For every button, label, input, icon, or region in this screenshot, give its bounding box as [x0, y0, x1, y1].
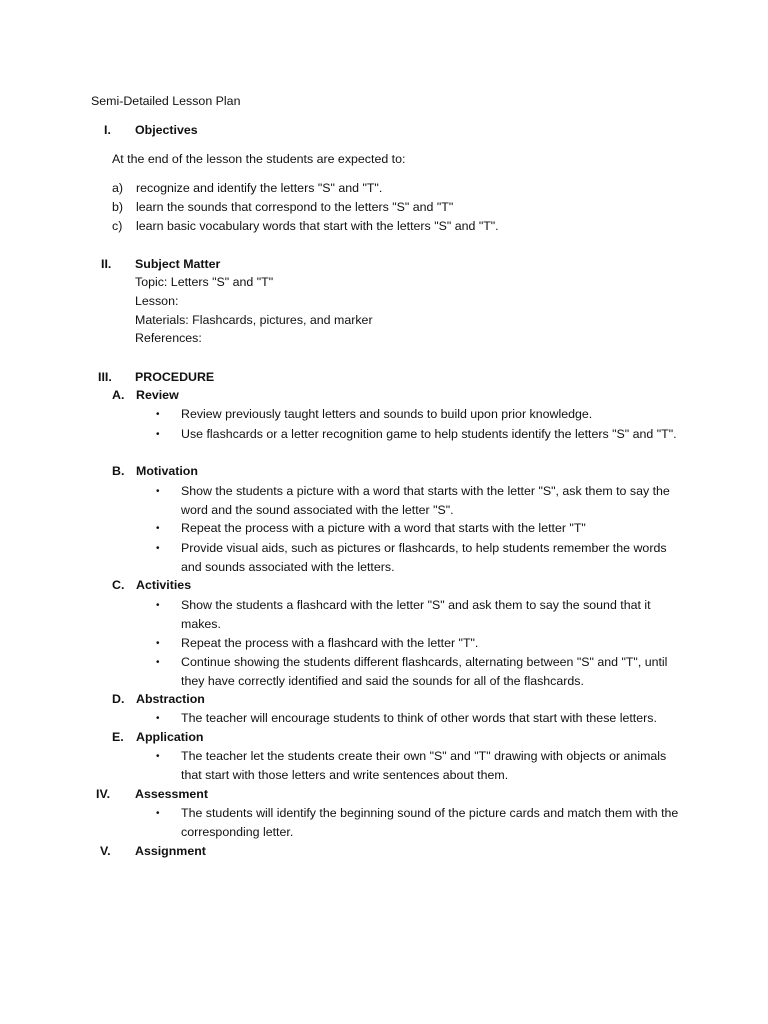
subsection-heading: Abstraction: [136, 692, 205, 706]
bullet-icon: •: [156, 486, 160, 497]
section-numeral: III.: [98, 370, 112, 384]
objective-text: learn the sounds that correspond to the letters "S" and "T": [136, 200, 454, 214]
section-numeral: IV.: [96, 787, 111, 801]
bullet-text: The teacher let the students create their own "S" and "T" drawing with objects or animals that start with those letters and write sentences about them.: [181, 749, 667, 782]
objective-letter: a): [112, 181, 124, 195]
bullet-text: Use flashcards or a letter recognition game to help students identify the letters "S" and "T".: [181, 427, 677, 441]
bullet-icon: •: [156, 638, 160, 649]
bullet-text: Repeat the process with a flashcard with the letter "T".: [181, 636, 479, 650]
subject-references: References:: [135, 331, 202, 345]
subsection-heading: Activities: [136, 578, 192, 592]
bullet-icon: •: [156, 657, 160, 668]
subsection-letter: A.: [112, 388, 125, 402]
bullet-text: Review previously taught letters and sounds to build upon prior knowledge.: [181, 407, 593, 421]
subsection-letter: C.: [112, 578, 125, 592]
subject-materials: Materials: Flashcards, pictures, and marker: [135, 313, 373, 327]
bullet-icon: •: [156, 429, 160, 440]
section-heading: Assignment: [135, 844, 206, 858]
bullet-text: Continue showing the students different flashcards, alternating between "S" and "T", until they have correctly identified and said the sounds for all of the flashcards.: [181, 655, 668, 688]
section-heading: Assessment: [135, 787, 209, 801]
bullet-icon: •: [156, 713, 160, 724]
subsection-heading: Review: [136, 388, 179, 402]
objective-text: learn basic vocabulary words that start with the letters "S" and "T".: [136, 219, 499, 233]
subsection-letter: E.: [112, 730, 124, 744]
subsection-letter: B.: [112, 464, 125, 478]
bullet-icon: •: [156, 751, 160, 762]
bullet-text: Repeat the process with a picture with a word that starts with the letter "T": [181, 521, 586, 535]
section-numeral: II.: [101, 257, 112, 271]
document-title: Semi-Detailed Lesson Plan: [91, 94, 241, 108]
bullet-icon: •: [156, 523, 160, 534]
section-numeral: V.: [100, 844, 111, 858]
bullet-text: Provide visual aids, such as pictures or flashcards, to help students remember the words and sounds associated with the letters.: [181, 541, 667, 574]
subject-lesson: Lesson:: [135, 294, 179, 308]
objective-letter: c): [112, 219, 123, 233]
section-heading: Subject Matter: [135, 257, 221, 271]
objective-letter: b): [112, 200, 124, 214]
section-heading: PROCEDURE: [135, 370, 215, 384]
bullet-icon: •: [156, 543, 160, 554]
bullet-icon: •: [156, 409, 160, 420]
bullet-icon: •: [156, 600, 160, 611]
subsection-letter: D.: [112, 692, 125, 706]
objectives-intro: At the end of the lesson the students are expected to:: [112, 152, 406, 166]
section-numeral: I.: [104, 123, 111, 137]
bullet-text: The teacher will encourage students to think of other words that start with these letters.: [181, 711, 657, 725]
subsection-heading: Application: [136, 730, 204, 744]
section-heading: Objectives: [135, 123, 198, 137]
bullet-text: The students will identify the beginning sound of the picture cards and match them with the corresponding letter.: [181, 806, 679, 839]
bullet-text: Show the students a flashcard with the letter "S" and ask them to say the sound that it makes.: [181, 598, 651, 631]
bullet-icon: •: [156, 808, 160, 819]
subsection-heading: Motivation: [136, 464, 198, 478]
subject-topic: Topic: Letters "S" and "T": [135, 275, 274, 289]
objective-text: recognize and identify the letters "S" and "T".: [136, 181, 383, 195]
bullet-text: Show the students a picture with a word that starts with the letter "S", ask them to say the word and the sound associated with the letter "S".: [181, 484, 670, 517]
